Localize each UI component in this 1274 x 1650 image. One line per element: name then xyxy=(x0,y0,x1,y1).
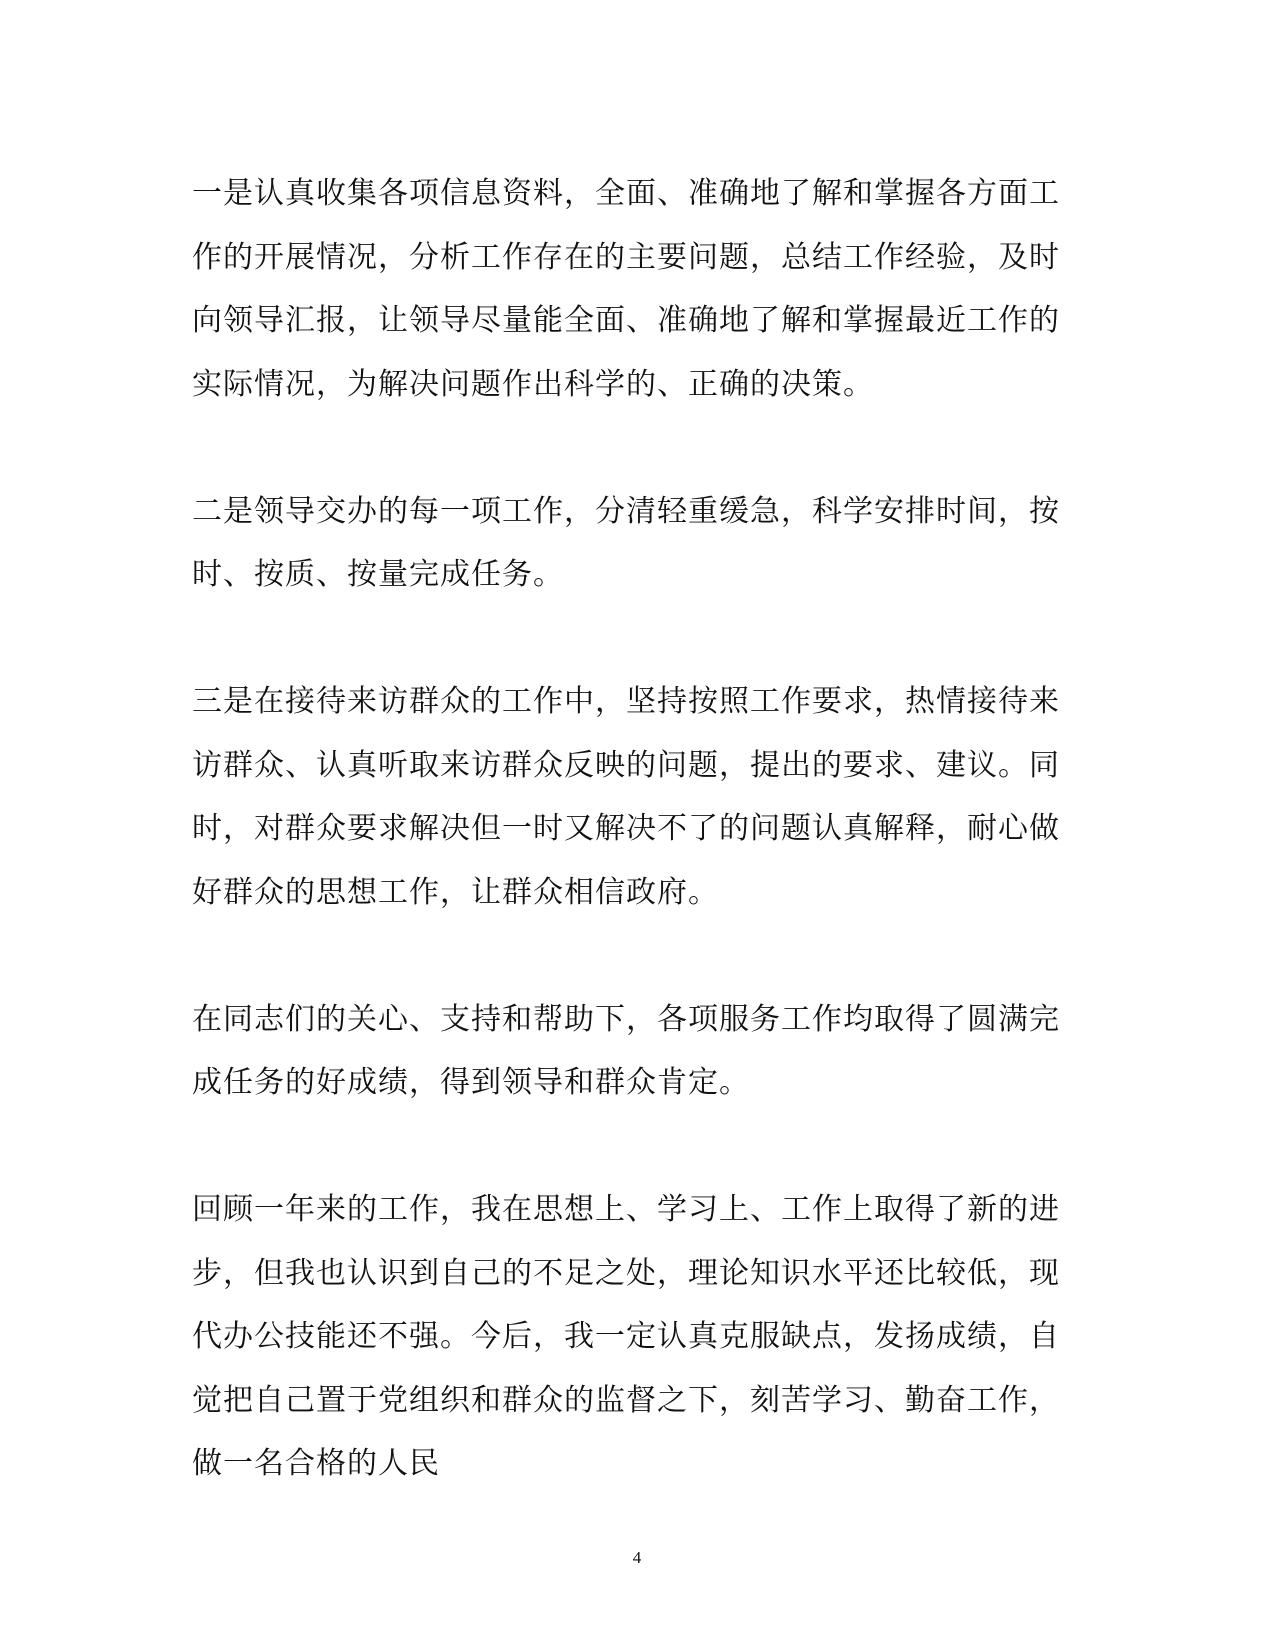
paragraph-1: 一是认真收集各项信息资料，全面、准确地了解和掌握各方面工作的开展情况，分析工作存在的主要问题，总结工作经验，及时向领导汇报，让领导尽量能全面、准确地了解和掌握最近工作的实际情况，为解决问题作出科学的、正确的决策。 xyxy=(192,176,1060,402)
paragraph-4: 在同志们的关心、支持和帮助下，各项服务工作均取得了圆满完成任务的好成绩，得到领导和群众肯定。 xyxy=(192,1001,1060,1100)
page-number: 4 xyxy=(632,1548,642,1567)
paragraph-5: 回顾一年来的工作，我在思想上、学习上、工作上取得了新的进步，但我也认识到自己的不足之处，理论知识水平还比较低，现代办公技能还不强。今后，我一定认真克服缺点，发扬成绩，自觉把自己置于党组织和群众的监督之下，刻苦学习、勤奋工作，做一名合格的人民 xyxy=(192,1192,1060,1481)
paragraph-2: 二是领导交办的每一项工作，分清轻重缓急，科学安排时间，按时、按质、按量完成任务。 xyxy=(192,493,1060,592)
paragraph-3: 三是在接待来访群众的工作中，坚持按照工作要求，热情接待来访群众、认真听取来访群众反映的问题，提出的要求、建议。同时，对群众要求解决但一时又解决不了的问题认真解释，耐心做好群众的思想工作，让群众相信政府。 xyxy=(192,684,1060,910)
document-body xyxy=(192,162,1072,1496)
